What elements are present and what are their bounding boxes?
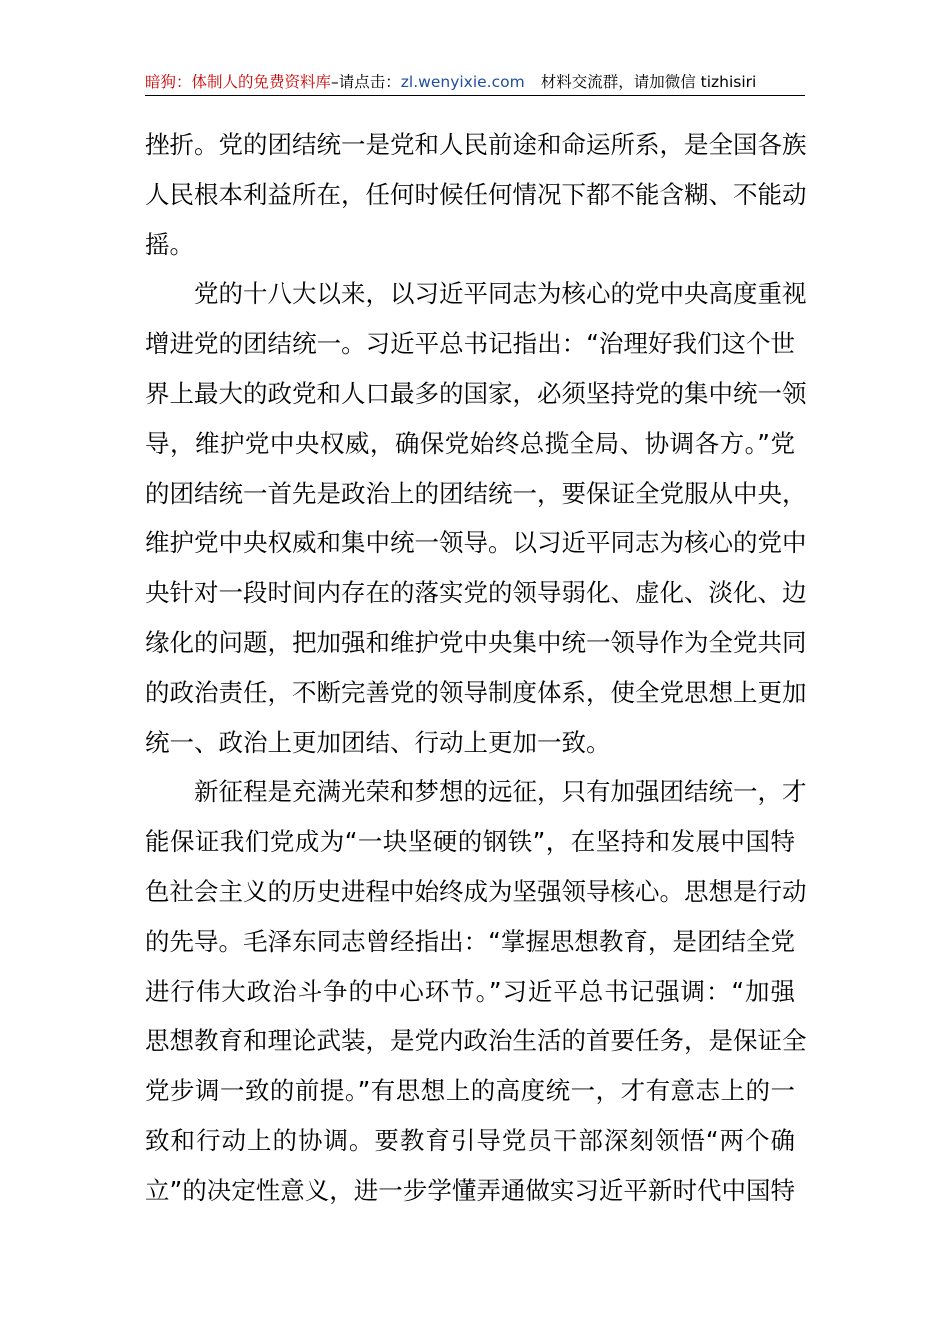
text-line: 的团结统一首先是政治上的团结统一，要保证全党服从中央，: [145, 478, 807, 508]
text-line: 立”的决定性意义，进一步学懂弄通做实习近平新时代中国特: [145, 1175, 795, 1205]
text-line: 新征程是充满光荣和梦想的远征，只有加强团结统一，才: [194, 777, 807, 807]
text-line: 导，维护党中央权威，确保党始终总揽全局、协调各方。”党: [145, 428, 795, 458]
text-line: 的先导。毛泽东同志曾经指出：“掌握思想教育，是团结全党: [145, 926, 795, 956]
header-brand: 暗狗：体制人的免费资料库: [145, 73, 332, 91]
text-line: 增进党的团结统一。习近平总书记指出：“治理好我们这个世: [145, 329, 795, 359]
text-line: 致和行动上的协调。要教育引导党员干部深刻领悟“两个确: [145, 1125, 795, 1155]
text-line: 维护党中央权威和集中统一领导。以习近平同志为核心的党中: [145, 528, 807, 558]
text-line: 能保证我们党成为“一块坚硬的钢铁”，在坚持和发展中国特: [145, 827, 795, 857]
text-line: 进行伟大政治斗争的中心环节。”习近平总书记强调：“加强: [145, 976, 795, 1006]
header-click-prompt: –请点击：: [331, 73, 401, 91]
text-line: 的政治责任，不断完善党的领导制度体系，使全党思想上更加: [145, 677, 807, 707]
header-group-note: 材料交流群，请加微信 tizhisiri: [540, 73, 757, 91]
header-divider: [145, 95, 805, 96]
text-line: 色社会主义的历史进程中始终成为坚强领导核心。思想是行动: [145, 876, 807, 906]
text-line: 党步调一致的前提。”有思想上的高度统一，才有意志上的一: [145, 1076, 795, 1106]
text-line: 挫折。党的团结统一是党和人民前途和命运所系，是全国各族: [145, 130, 807, 159]
page-header: [145, 70, 805, 94]
text-line: 摇。: [145, 229, 194, 259]
text-line: 界上最大的政党和人口最多的国家，必须坚持党的集中统一领: [145, 378, 807, 408]
text-line: 央针对一段时间内存在的落实党的领导弱化、虚化、淡化、边: [145, 578, 807, 608]
text-line: 思想教育和理论武装，是党内政治生活的首要任务，是保证全: [145, 1026, 807, 1056]
body-text: [145, 120, 807, 1216]
text-line: 统一、政治上更加团结、行动上更加一致。: [145, 727, 611, 757]
header-url-link[interactable]: zl.wenyixie.com: [400, 73, 525, 91]
text-line: 人民根本利益所在，任何时候任何情况下都不能含糊、不能动: [145, 179, 807, 209]
text-line: 党的十八大以来，以习近平同志为核心的党中央高度重视: [194, 279, 807, 309]
text-line: 缘化的问题，把加强和维护党中央集中统一领导作为全党共同: [145, 627, 807, 657]
